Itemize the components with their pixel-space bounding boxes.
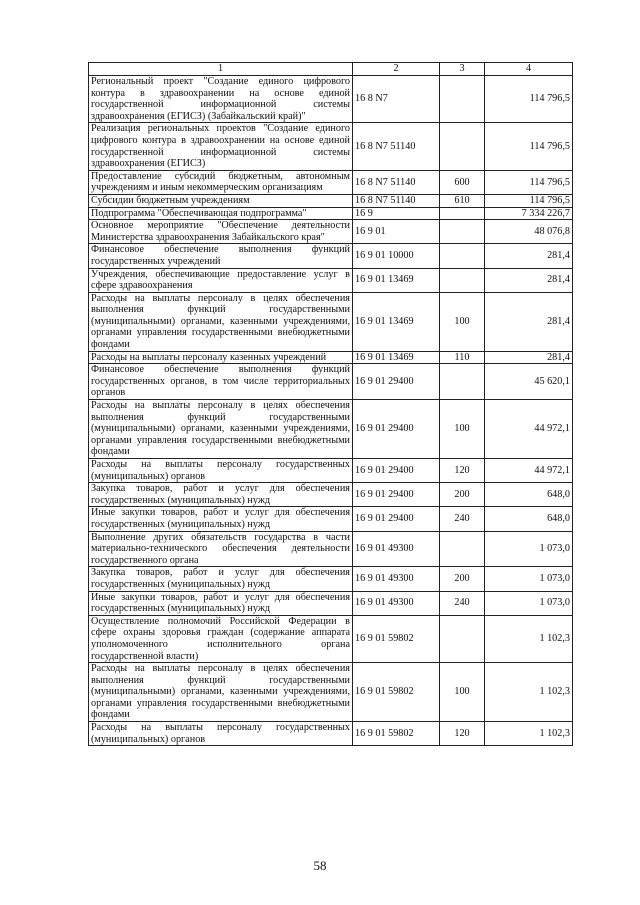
row-expense-type-cell: 240 — [440, 507, 485, 531]
row-expense-type-cell: 600 — [440, 170, 485, 194]
row-code-cell: 16 8 N7 51140 — [353, 123, 440, 170]
row-code-cell: 16 9 01 59802 — [353, 722, 440, 746]
row-amount-cell: 1 102,3 — [485, 615, 573, 662]
row-amount-cell: 1 073,0 — [485, 591, 573, 615]
table-row — [89, 123, 573, 170]
header-col-4: 4 — [485, 63, 573, 76]
row-amount-cell: 45 620,1 — [485, 364, 573, 400]
budget-table — [88, 62, 573, 746]
row-code-cell: 16 9 01 59802 — [353, 663, 440, 722]
row-code-cell: 16 9 01 49300 — [353, 591, 440, 615]
row-amount-cell: 44 972,1 — [485, 459, 573, 483]
table-row — [89, 615, 573, 662]
table-row — [89, 170, 573, 194]
row-name-cell: Закупка товаров, работ и услуг для обеспечения государственных (муниципальных) нужд — [89, 483, 353, 507]
row-name-cell: Финансовое обеспечение выполнения функций государственных учреждений — [89, 244, 353, 268]
row-name-cell: Выполнение других обязательств государства в части материально-технического обеспечения деятельности государственного органа — [89, 531, 353, 567]
row-expense-type-cell: 100 — [440, 292, 485, 351]
row-expense-type-cell — [440, 123, 485, 170]
row-code-cell: 16 9 01 49300 — [353, 531, 440, 567]
row-name-cell: Учреждения, обеспечивающие предоставление услуг в сфере здравоохранения — [89, 268, 353, 292]
row-code-cell: 16 8 N7 51140 — [353, 170, 440, 194]
row-name-cell: Основное мероприятие "Обеспечение деятельности Министерства здравоохранения Забайкальского края" — [89, 220, 353, 244]
row-expense-type-cell — [440, 76, 485, 123]
table-row — [89, 351, 573, 364]
row-expense-type-cell: 110 — [440, 351, 485, 364]
row-code-cell: 16 9 01 49300 — [353, 567, 440, 591]
table-row — [89, 76, 573, 123]
row-code-cell: 16 9 01 13469 — [353, 292, 440, 351]
row-expense-type-cell: 200 — [440, 483, 485, 507]
table-header — [89, 63, 573, 76]
row-amount-cell: 44 972,1 — [485, 400, 573, 459]
table-row — [89, 244, 573, 268]
page-number: 58 — [313, 858, 327, 873]
row-expense-type-cell — [440, 207, 485, 220]
row-name-cell: Подпрограмма "Обеспечивающая подпрограмма" — [89, 207, 353, 220]
row-expense-type-cell — [440, 615, 485, 662]
row-expense-type-cell — [440, 268, 485, 292]
row-name-cell: Финансовое обеспечение выполнения функций государственных органов, в том числе территориальных органов — [89, 364, 353, 400]
row-expense-type-cell — [440, 531, 485, 567]
table-row — [89, 400, 573, 459]
row-amount-cell: 1 073,0 — [485, 567, 573, 591]
row-name-cell: Расходы на выплаты персоналу казенных учреждений — [89, 351, 353, 364]
table-row — [89, 292, 573, 351]
row-code-cell: 16 9 01 29400 — [353, 400, 440, 459]
row-expense-type-cell: 120 — [440, 722, 485, 746]
row-code-cell: 16 9 01 — [353, 220, 440, 244]
row-amount-cell: 1 073,0 — [485, 531, 573, 567]
row-amount-cell: 114 796,5 — [485, 123, 573, 170]
header-col-3: 3 — [440, 63, 485, 76]
row-name-cell: Иные закупки товаров, работ и услуг для обеспечения государственных (муниципальных) нужд — [89, 591, 353, 615]
row-expense-type-cell: 610 — [440, 194, 485, 207]
table-row — [89, 567, 573, 591]
row-code-cell: 16 8 N7 51140 — [353, 194, 440, 207]
table-row — [89, 663, 573, 722]
row-name-cell: Расходы на выплаты персоналу государственных (муниципальных) органов — [89, 722, 353, 746]
row-code-cell: 16 9 — [353, 207, 440, 220]
table-row — [89, 722, 573, 746]
row-code-cell: 16 8 N7 — [353, 76, 440, 123]
table-row — [89, 364, 573, 400]
row-name-cell: Расходы на выплаты персоналу государственных (муниципальных) органов — [89, 459, 353, 483]
row-amount-cell: 648,0 — [485, 483, 573, 507]
row-name-cell: Закупка товаров, работ и услуг для обеспечения государственных (муниципальных) нужд — [89, 567, 353, 591]
row-amount-cell: 48 076,8 — [485, 220, 573, 244]
row-amount-cell: 114 796,5 — [485, 76, 573, 123]
row-expense-type-cell — [440, 244, 485, 268]
row-name-cell: Субсидии бюджетным учреждениям — [89, 194, 353, 207]
row-expense-type-cell — [440, 364, 485, 400]
row-expense-type-cell — [440, 220, 485, 244]
table-body — [89, 76, 573, 746]
row-name-cell: Реализация региональных проектов "Создание единого цифрового контура в здравоохранении на основе единой государственной информационной системы здравоохранения (ЕГИСЗ) — [89, 123, 353, 170]
row-amount-cell: 648,0 — [485, 507, 573, 531]
row-expense-type-cell: 120 — [440, 459, 485, 483]
row-name-cell: Расходы на выплаты персоналу в целях обеспечения выполнения функций государственными (муниципальными) органами, казенными учреждениями, органами управления государственными внебюджетными фондами — [89, 400, 353, 459]
row-amount-cell: 114 796,5 — [485, 194, 573, 207]
row-amount-cell: 114 796,5 — [485, 170, 573, 194]
row-expense-type-cell: 100 — [440, 400, 485, 459]
row-name-cell: Расходы на выплаты персоналу в целях обеспечения выполнения функций государственными (муниципальными) органами, казенными учреждениями, органами управления государственными внебюджетными фондами — [89, 292, 353, 351]
row-expense-type-cell: 200 — [440, 567, 485, 591]
row-expense-type-cell: 100 — [440, 663, 485, 722]
row-expense-type-cell: 240 — [440, 591, 485, 615]
row-amount-cell: 7 334 226,7 — [485, 207, 573, 220]
table-row — [89, 207, 573, 220]
table-row — [89, 459, 573, 483]
table-row — [89, 483, 573, 507]
row-name-cell: Расходы на выплаты персоналу в целях обеспечения выполнения функций государственными (муниципальными) органами, казенными учреждениями, органами управления государственными внебюджетными фондами — [89, 663, 353, 722]
row-code-cell: 16 9 01 10000 — [353, 244, 440, 268]
row-amount-cell: 281,4 — [485, 268, 573, 292]
row-code-cell: 16 9 01 29400 — [353, 483, 440, 507]
row-name-cell: Региональный проект "Создание единого цифрового контура в здравоохранении на основе единой государственной информационной системы здравоохранения (ЕГИСЗ) (Забайкальский край)" — [89, 76, 353, 123]
row-code-cell: 16 9 01 29400 — [353, 364, 440, 400]
row-name-cell: Осуществление полномочий Российской Федерации в сфере охраны здоровья граждан (содержание аппарата уполномоченного исполнительного органа государственной власти) — [89, 615, 353, 662]
table-row — [89, 220, 573, 244]
row-amount-cell: 281,4 — [485, 292, 573, 351]
row-code-cell: 16 9 01 13469 — [353, 351, 440, 364]
row-name-cell: Предоставление субсидий бюджетным, автономным учреждениям и иным некоммерческим организациям — [89, 170, 353, 194]
header-col-2: 2 — [353, 63, 440, 76]
row-code-cell: 16 9 01 29400 — [353, 507, 440, 531]
row-amount-cell: 1 102,3 — [485, 722, 573, 746]
row-amount-cell: 281,4 — [485, 351, 573, 364]
table-row — [89, 268, 573, 292]
row-name-cell: Иные закупки товаров, работ и услуг для обеспечения государственных (муниципальных) нужд — [89, 507, 353, 531]
row-amount-cell: 281,4 — [485, 244, 573, 268]
table-row — [89, 531, 573, 567]
header-col-1: 1 — [89, 63, 353, 76]
table-row — [89, 591, 573, 615]
row-code-cell: 16 9 01 29400 — [353, 459, 440, 483]
row-code-cell: 16 9 01 59802 — [353, 615, 440, 662]
table-row — [89, 194, 573, 207]
table-row — [89, 507, 573, 531]
row-code-cell: 16 9 01 13469 — [353, 268, 440, 292]
header-row — [89, 63, 573, 76]
row-amount-cell: 1 102,3 — [485, 663, 573, 722]
